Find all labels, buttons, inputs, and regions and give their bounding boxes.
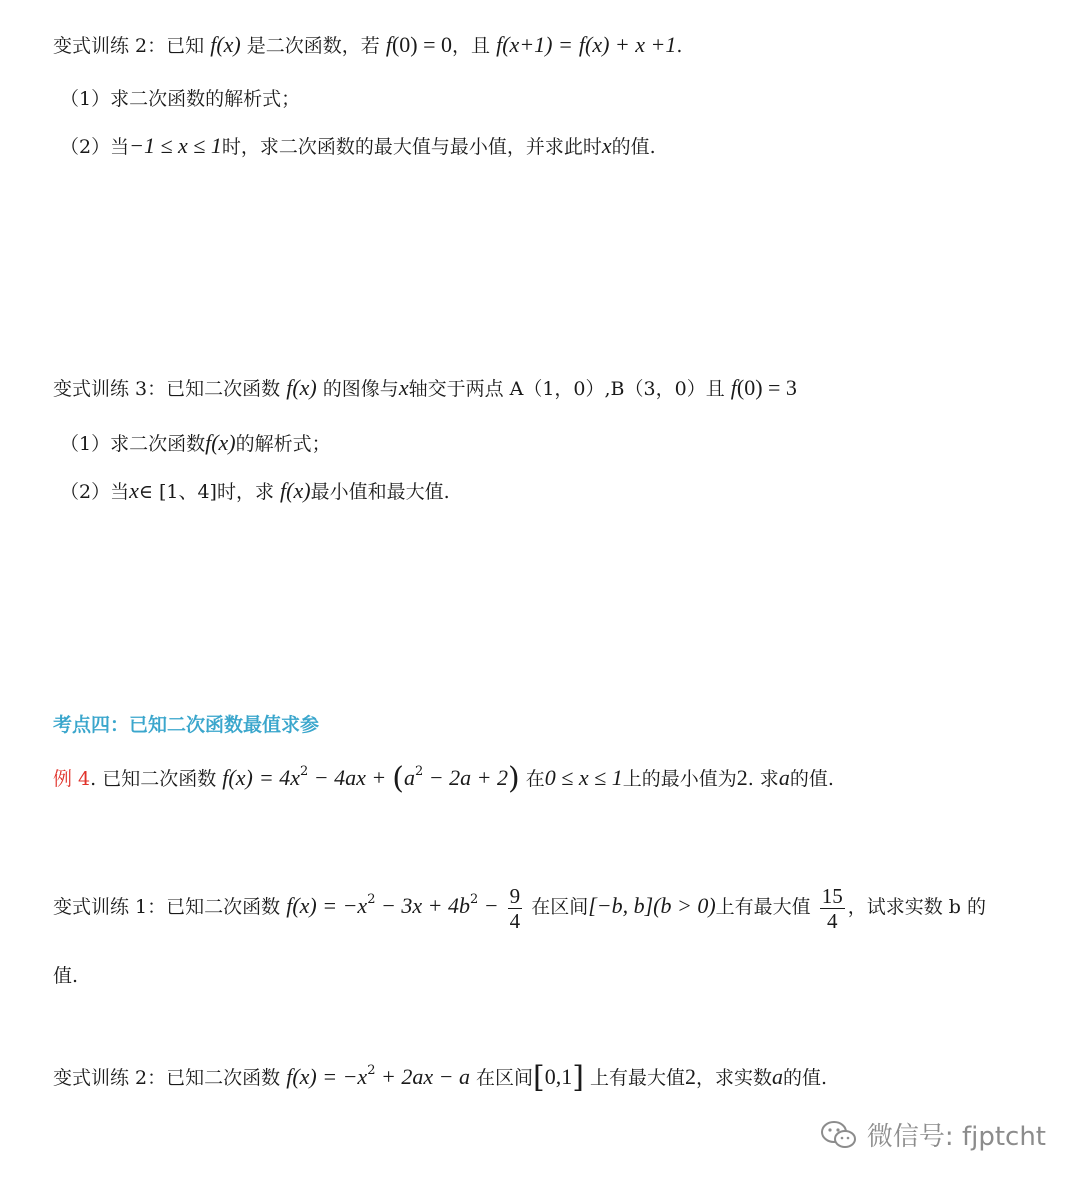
fraction-15-4: $\frac{15}{4}$ (821, 883, 843, 933)
exercise-v3-question-2: （2）当x∈ [1、4]时，求 f(x)最小值和最大值. (60, 478, 450, 503)
fraction-9-4: $\frac{9}{4}$ (509, 883, 521, 933)
watermark (819, 1116, 1046, 1153)
exercise-v1-continuation: 值. (53, 965, 79, 987)
exercise-v3-title: 变式训练 3：已知二次函数 f(x) 的图像与x轴交于两点 A（1，0）,B（3，0）且 f(0) = 3 (53, 375, 797, 400)
exercise-v2b: 变式训练 2：已知二次函数 $f(x) = -x^2 + 2ax - a$ 在区间[0,1] 上有最大值2，求实数a的值. (53, 1060, 828, 1095)
wechat-icon (819, 1119, 859, 1151)
exercise-v1: 变式训练 1：已知二次函数 $f(x) = -x^2 - 3x + 4b^2$ − $\frac{9}{4}$ 在区间[−b, b](b > 0)上有最大值 $\frac{15}{4}$ ，试求实数 b 的 (53, 883, 986, 933)
watermark-text: 微信号: fjptcht (866, 1122, 1046, 1152)
example-4: 例 4. 已知二次函数 $f(x) = 4x^2 - 4ax + (a^2 - 2a + 2)$ 在0 ≤ x ≤ 1上的最小值为2. 求a的值. (53, 761, 834, 796)
exercise-v2-question-2: （2）当−1 ≤ x ≤ 1时，求二次函数的最大值与最小值，并求此时x的值. (60, 133, 656, 158)
exercise-v2-title: 变式训练 2：已知 f(x) 是二次函数，若 f(0) = 0，且 f(x+1) = f(x) + x +1. (53, 32, 683, 57)
exercise-v3-question-1: （1）求二次函数f(x)的解析式； (60, 430, 331, 455)
section-heading: 考点四：已知二次函数最值求参 (53, 714, 320, 736)
exercise-v2-question-1: （1）求二次函数的解析式； (60, 88, 301, 110)
